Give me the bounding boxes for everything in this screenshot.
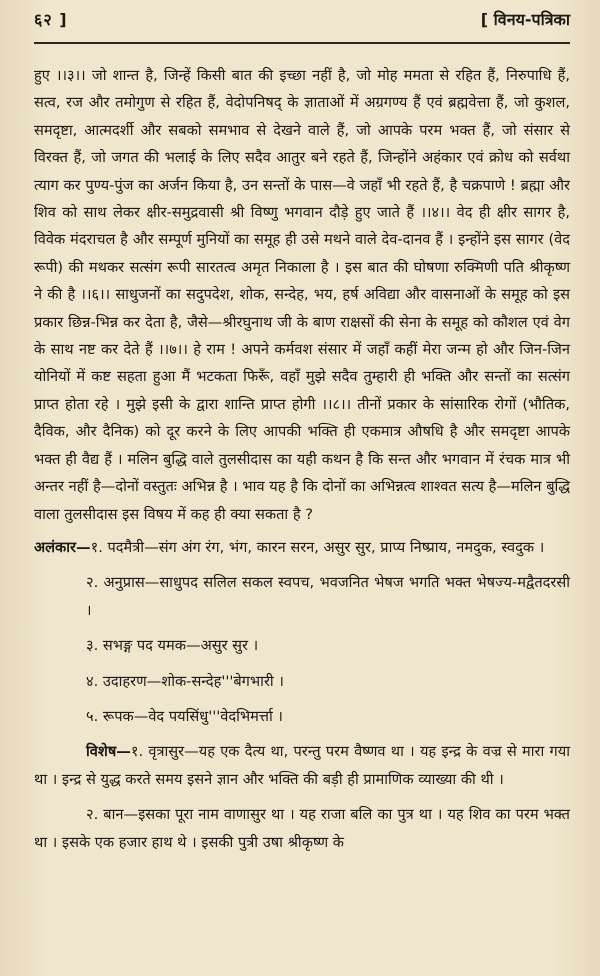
alankar-item-title: पदमैत्री— <box>107 538 159 556</box>
vishesh-item-num: १. <box>130 743 144 761</box>
vishesh-item-1 <box>34 738 570 793</box>
alankar-item-num: ५. <box>86 707 99 725</box>
alankar-item-num: ४. <box>86 672 99 690</box>
alankar-item-text: संग अंग रंग, भंग, कारन सरन, असुर सुर, प्राप्य निष्प्राय, नमदुक, स्वदुक । <box>158 538 545 556</box>
vishesh-item-text: इसका पूरा नाम वाणासुर था । यह राजा बलि का पुत्र था । यह शिव का परम भक्त था । इसके एक हजार हाथ थे । इसकी पुत्री उषा श्रीकृष्ण के <box>34 806 570 851</box>
page-number: ६२ ] <box>34 10 68 29</box>
main-paragraph: हुए ।।३।। जो शान्त है, जिन्हें किसी बात की इच्छा नहीं है, जो मोह ममता से रहित हैं, निरुपाधि हैं, सत्व, रज और तमोगुण से रहित हैं, वेदोपनिषद् के ज्ञाताओं में अग्रगण्य हैं एवं ब्रह्मवेत्ता हैं, जो कुशल, समदृष्टा, आत्मदर्शी और सबको समभाव से देखने वाले हैं, जो आपके परम भक्त हैं, जो संसार से विरक्त हैं, जो जगत की भलाई के लिए सदैव आतुर बने रहते हैं, जिन्होंने अहंकार एवं क्रोध को सर्वथा त्याग कर पुण्य-पुंज का अर्जन किया है, उन सन्तों के पास—वे जहाँ भी रहते हैं, है चक्रपाणे ! ब्रह्मा और शिव को साथ लेकर क्षीर-समुद्रवासी श्री विष्णु भगवान दौड़े हुए जाते हैं ।।४।। वेद ही क्षीर सागर है, विवेक मंदराचल है और सम्पूर्ण मुनियों का समूह ही उसे मथने वाले देव-दानव हैं । इन्होंने इस सागर (वेद रूपी) की मथकर सत्संग रूपी सारतत्व अमृत निकाला है । इस बात की घोषणा रुक्मिणी पति श्रीकृष्ण ने की है ।।६।। साधुजनों का सदुपदेश, शोक, सन्देह, भय, हर्ष अविद्या और वासनाओं के समूह को इस प्रकार छिन्न-भिन्न कर देता है, जैसे—श्रीरघुनाथ जी के बाण राक्षसों की सेना के समूह को कौशल एवं वेग के साथ नष्ट कर देते हैं ।।७।। हे राम ! अपने कर्मवश संसार में जहाँ कहीं मेरा जन्म हो और जिन-जिन योनियों में कष्ट सहता हुआ मैं भटकता फिरूँ, वहाँ मुझे सदैव तुम्हारी ही भक्ति और सन्तों का सत्संग प्राप्त होता रहे । मुझे इसी के द्वारा शान्ति प्राप्त होगी ।।८।। तीनों प्रकार के सांसारिक रोगों (भौतिक, दैविक, और दैनिक) को दूर करने के लिए आपकी भक्ति ही एकमात्र औषधि है और समदृष्टा आपके भक्त ही वैद्य हैं । मलिन बुद्धि वाले तुलसीदास का यही कथन है कि सन्त और भगवान में रंचक मात्र भी अन्तर नहीं है—दोनों वस्तुतः अभिन्न है । भाव यह है कि दोनों का अभिन्नत्व शाश्वत सत्य है—मलिन बुद्धि वाला तुलसीदास इस विषय में कह ही क्या सकता है ? <box>34 67 570 523</box>
alankar-item-title: उदाहरण— <box>102 672 162 690</box>
alankar-item-3 <box>34 632 570 659</box>
vishesh-item-2 <box>34 801 570 856</box>
alankar-item-text: वेद पयसिंधु'''वेदभिमर्त्ता । <box>148 707 283 725</box>
alankar-item-text: असुर सुर । <box>200 637 259 655</box>
alankar-label: अलंकार— <box>34 538 91 556</box>
alankar-item-text: शोक-सन्देह'''बेगभारी । <box>161 672 284 690</box>
alankar-item-num: २. <box>86 574 99 592</box>
alankar-item-title: रूपक— <box>102 707 149 725</box>
alankar-item-num: १. <box>90 538 103 556</box>
vishesh-item-num: २. <box>86 806 99 824</box>
alankar-item-title: सभङ्ग पद यमक— <box>102 637 201 655</box>
vishesh-item-title: बान— <box>103 806 139 824</box>
alankar-item-4 <box>34 668 570 695</box>
alankar-item-num: ३. <box>86 637 99 655</box>
alankar-item-5 <box>34 703 570 730</box>
book-title: [ विनय-पत्रिका <box>480 10 570 29</box>
alankar-item-1 <box>34 534 570 561</box>
alankar-item-text: साधुपद सलिल सकल स्वपच, भवजनित भेषज भगति भक्त भेषज्य-मद्वैतदरसी । <box>86 574 570 619</box>
page-header <box>34 8 570 44</box>
vishesh-item-title: वृत्रासुर— <box>148 743 199 761</box>
vishesh-label: विशेष— <box>86 743 131 761</box>
alankar-item-2 <box>34 569 570 624</box>
alankar-item-title: अनुप्रास— <box>103 574 160 592</box>
vishesh-item-text: यह एक दैत्य था, परन्तु परम वैष्णव था । यह इन्द्र के वज्र से मारा गया था । इन्द्र से युद्ध करते समय इसने ज्ञान और भक्ति की बड़ी ही प्रामाणिक व्याख्या की थी । <box>34 743 570 788</box>
